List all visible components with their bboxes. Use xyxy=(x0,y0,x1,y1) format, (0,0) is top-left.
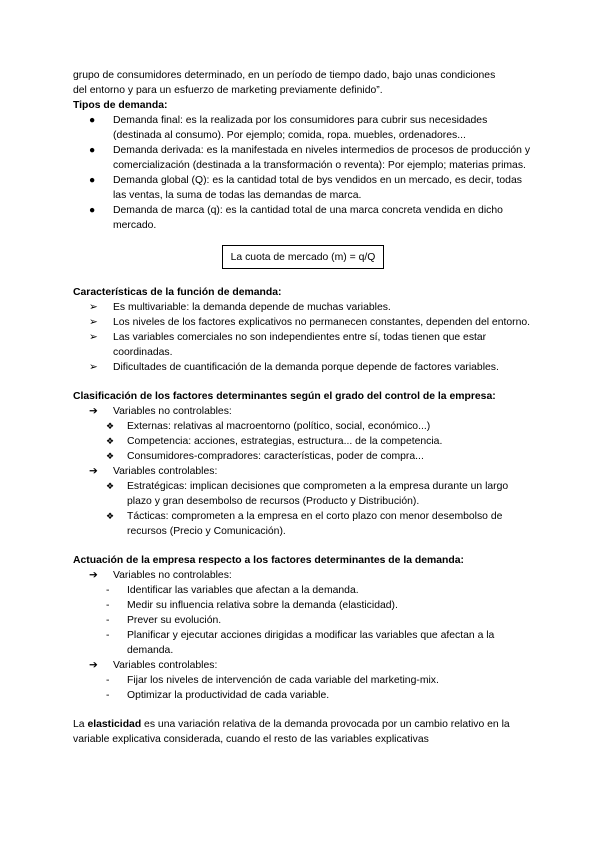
arrow-bullet-icon: ➢ xyxy=(89,362,98,373)
clasificacion-list xyxy=(73,404,533,539)
formula-box: La cuota de mercado (m) = q/Q xyxy=(222,245,384,269)
bullet-dot-icon: ● xyxy=(89,175,96,186)
bullet-dot-icon: ● xyxy=(89,115,96,126)
list-item: - Planificar y ejecutar acciones dirigidas a modificar las variables que afectan a la demanda. xyxy=(106,630,495,656)
arrow-right-icon: ➔ xyxy=(89,570,98,581)
group-label: ➔ Variables controlables: xyxy=(89,660,218,671)
group-label: ➔ Variables no controlables: xyxy=(89,570,232,581)
list-item: ➢ Dificultades de cuantificación de la demanda porque depende de factores variables. xyxy=(89,362,499,373)
list-item: ❖ Externas: relativas al macroentorno (político, social, económico...) xyxy=(106,421,431,432)
dash-bullet-icon: - xyxy=(106,600,110,611)
diamond-bullet-icon: ❖ xyxy=(106,421,115,431)
dash-bullet-icon: - xyxy=(106,615,110,626)
clasificacion-title: Clasificación de los factores determinantes según el grado del control de la empresa: xyxy=(73,391,496,402)
document-page xyxy=(73,68,533,747)
arrow-bullet-icon: ➢ xyxy=(89,302,98,313)
list-item: ➢ Es multivariable: la demanda depende de muchas variables. xyxy=(89,302,391,313)
caracteristicas-list xyxy=(73,300,533,375)
list-item: ● Demanda global (Q): es la cantidad total de bys vendidos en un mercado, es decir, todas las ventas, la suma de todas las demandas de marca. xyxy=(89,175,522,201)
diamond-bullet-icon: ❖ xyxy=(106,481,115,491)
caracteristicas-title: Características de la función de demanda: xyxy=(73,287,282,298)
diamond-bullet-icon: ❖ xyxy=(106,511,115,521)
actuacion-list xyxy=(73,568,533,703)
arrow-bullet-icon: ➢ xyxy=(89,317,98,328)
arrow-right-icon: ➔ xyxy=(89,406,98,417)
elasticidad-paragraph: La elasticidad es una variación relativa de la demanda provocada por un cambio relativo en la variable explicativa considerada, cuando el resto de las variables explicativas xyxy=(73,719,510,745)
list-item: ➢ Los niveles de los factores explicativos no permanecen constantes, dependen del entorno. xyxy=(89,317,531,328)
intro-paragraph xyxy=(73,68,533,98)
bullet-dot-icon: ● xyxy=(89,205,96,216)
list-item: ● Demanda final: es la realizada por los consumidores para cubrir sus necesidades (destinada al consumo). Por ejemplo; comida, ropa. muebles, ordenadores... xyxy=(89,115,488,141)
list-item: ❖ Competencia: acciones, estrategias, estructura... de la competencia. xyxy=(106,436,443,447)
intro-line: grupo de consumidores determinado, en un período de tiempo dado, bajo unas condiciones xyxy=(73,70,496,81)
list-item: - Prever su evolución. xyxy=(106,615,222,626)
dash-bullet-icon: - xyxy=(106,690,110,701)
group-label: ➔ Variables no controlables: xyxy=(89,406,232,417)
dash-bullet-icon: - xyxy=(106,675,110,686)
dash-bullet-icon: - xyxy=(106,585,110,596)
intro-line: del entorno y para un esfuerzo de marketing previamente definido”. xyxy=(73,85,383,96)
diamond-bullet-icon: ❖ xyxy=(106,451,115,461)
tipos-list xyxy=(73,113,533,233)
list-item: ❖ Consumidores-compradores: características, poder de compra... xyxy=(106,451,424,462)
group-label: ➔ Variables controlables: xyxy=(89,466,218,477)
arrow-right-icon: ➔ xyxy=(89,660,98,671)
elasticidad-term: elasticidad xyxy=(87,719,142,730)
list-item: - Medir su influencia relativa sobre la demanda (elasticidad). xyxy=(106,600,398,611)
list-item: ➢ Las variables comerciales no son independientes entre sí, todas tienen que estar coordinadas. xyxy=(89,332,487,358)
list-item: ❖ Tácticas: comprometen a la empresa en el corto plazo con menor desembolso de recursos (Precio y Comunicación). xyxy=(106,511,503,537)
list-item: - Identificar las variables que afectan a la demanda. xyxy=(106,585,359,596)
list-item: ● Demanda de marca (q): es la cantidad total de una marca concreta vendida en dicho mercado. xyxy=(89,205,503,231)
list-item: - Optimizar la productividad de cada variable. xyxy=(106,690,330,701)
diamond-bullet-icon: ❖ xyxy=(106,436,115,446)
actuacion-title: Actuación de la empresa respecto a los factores determinantes de la demanda: xyxy=(73,555,464,566)
arrow-bullet-icon: ➢ xyxy=(89,332,98,343)
tipos-title: Tipos de demanda: xyxy=(73,100,168,111)
list-item: ● Demanda derivada: es la manifestada en niveles intermedios de procesos de producción y comercialización (destinada a la transformación o reventa): Por ejemplo; materias primas. xyxy=(89,145,531,171)
list-item: - Fijar los niveles de intervención de cada variable del marketing-mix. xyxy=(106,675,439,686)
list-item: ❖ Estratégicas: implican decisiones que comprometen a la empresa durante un largo plazo y gran desembolso de recursos (Producto y Distribución). xyxy=(106,481,509,507)
bullet-dot-icon: ● xyxy=(89,145,96,156)
arrow-right-icon: ➔ xyxy=(89,466,98,477)
dash-bullet-icon: - xyxy=(106,630,110,641)
